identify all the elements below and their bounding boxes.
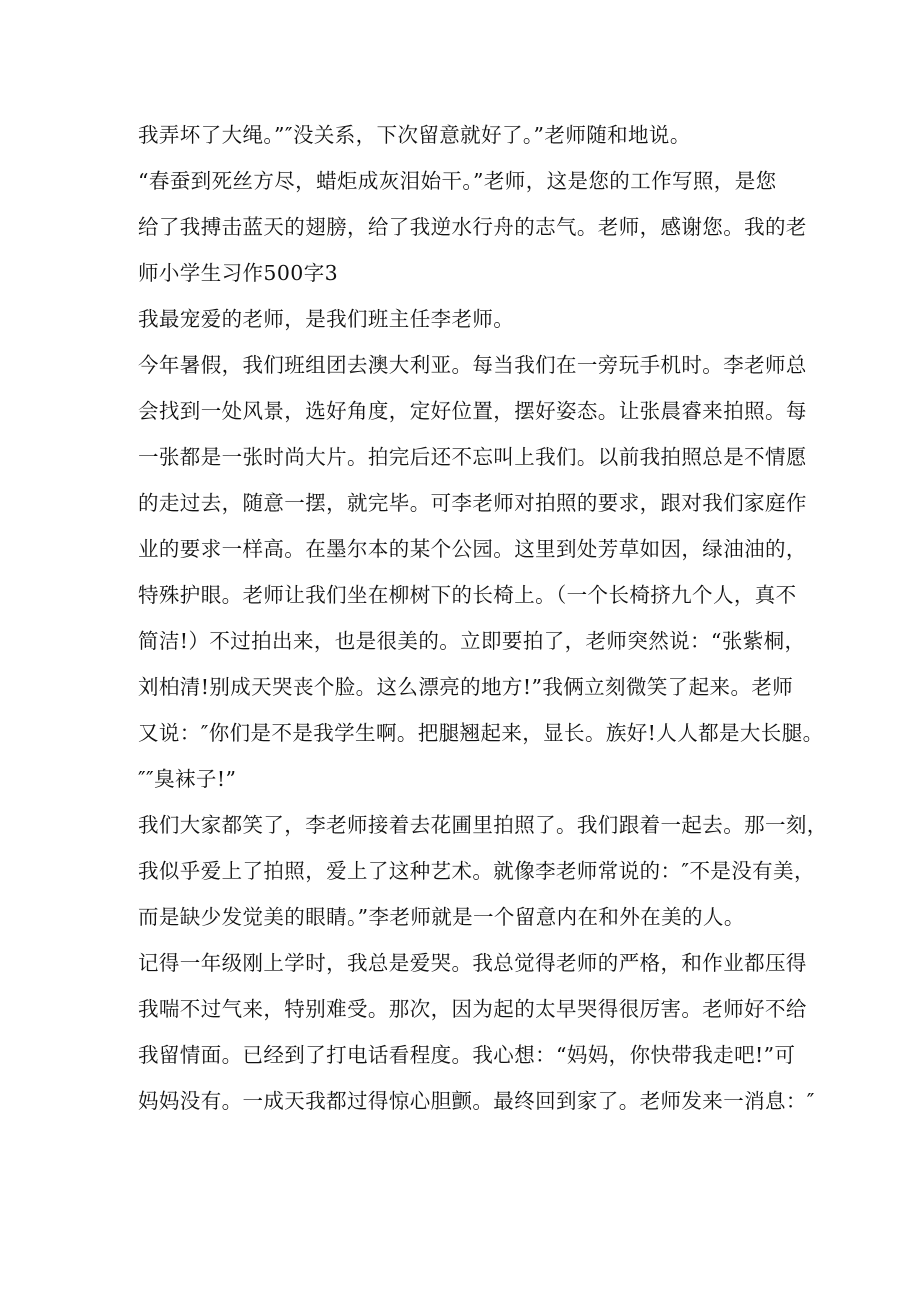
article-body [138, 112, 828, 1124]
text-line: 师小学生习作500字3 [138, 261, 339, 285]
text-line: 的走过去，随意一摆，就完毕。可李老师对拍照的要求，跟对我们家庭作 [138, 491, 807, 515]
text-line: 简洁!）不过拍出来，也是很美的。立即要拍了，老师突然说：“张紫桐， [138, 629, 806, 653]
text-line: 妈妈没有。一成天我都过得惊心胆颤。最终回到家了。老师发来一消息：″ [138, 1089, 815, 1113]
text-line: 我弄坏了大绳。”″没关系，下次留意就好了。”老师随和地说。 [138, 123, 691, 147]
text-line: 刘柏清!别成天哭丧个脸。这么漂亮的地方!”我俩立刻微笑了起来。老师 [138, 675, 794, 699]
text-line: 又说：″你们是不是我学生啊。把腿翘起来，显长。族好!人人都是大长腿。 [138, 721, 824, 745]
text-line: 业的要求一样高。在墨尔本的某个公园。这里到处芳草如因，绿油油的， [138, 537, 807, 561]
text-line: 我们大家都笑了，李老师接着去花圃里拍照了。我们跟着一起去。那一刻， [138, 813, 828, 837]
text-line: 今年暑假，我们班组团去澳大利亚。每当我们在一旁玩手机时。李老师总 [138, 353, 807, 377]
text-line: 特殊护眼。老师让我们坐在柳树下的长椅上。（一个长椅挤九个人，真不 [138, 583, 797, 607]
text-line: 给了我搏击蓝天的翅膀，给了我逆水行舟的志气。老师，感谢您。我的老 [138, 215, 807, 239]
text-line: 我喘不过气来，特别难受。那次，因为起的太早哭得很厉害。老师好不给 [138, 997, 807, 1021]
text-line: “春蚕到死丝方尽，蜡炬成灰泪始干。”老师，这是您的工作写照，是您 [138, 169, 777, 193]
text-line: 我留情面。已经到了打电话看程度。我心想：“妈妈，你快带我走吧!”可 [138, 1043, 796, 1067]
text-line: 我最宠爱的老师，是我们班主任李老师。 [138, 307, 515, 331]
text-line: 我似乎爱上了拍照，爱上了这种艺术。就像李老师常说的：″不是没有美， [138, 859, 815, 883]
text-line: ″″臭袜子!” [138, 767, 237, 791]
text-line: 记得一年级刚上学时，我总是爱哭。我总觉得老师的严格，和作业都压得 [138, 951, 807, 975]
text-line: 而是缺少发觉美的眼睛。”李老师就是一个留意内在和外在美的人。 [138, 905, 745, 929]
text-line: 会找到一处风景，选好角度，定好位置，摆好姿态。让张晨睿来拍照。每 [138, 399, 807, 423]
text-line: 一张都是一张时尚大片。拍完后还不忘叫上我们。以前我拍照总是不情愿 [138, 445, 807, 469]
